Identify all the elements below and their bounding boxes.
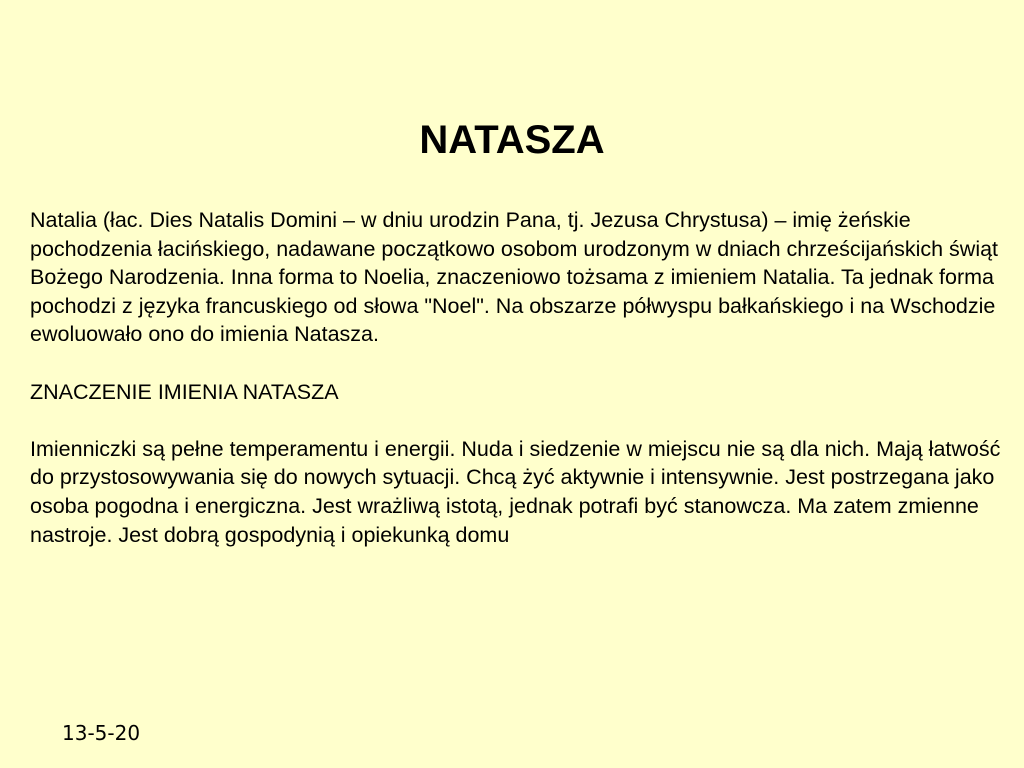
paragraph-meaning: Imienniczki są pełne temperamentu i energii. Nuda i siedzenie w miejscu nie są dla nich. Mają łatwość do przystosowywania się do nowych sytuacji. Chcą żyć aktywnie i intensywnie. Jest postrzegana jako osoba pogodna i energiczna. Jest wrażliwą istotą, jednak potrafi być stanowcza. Ma zatem zmienne nastroje. Jest dobrą gospodynią i opiekunką domu [30, 436, 1001, 547]
paragraph-etymology: Natalia (łac. Dies Natalis Domini – w dniu urodzin Pana, tj. Jezusa Chrystusa) – imię żeńskie pochodzenia łacińskiego, nadawane początkowo osobom urodzonym w dniach chrześcijańskich świąt Bożego Narodzenia. Inna forma to Noelia, znaczeniowo tożsama z imieniem Natalia. Ta jednak forma pochodzi z języka francuskiego od słowa "Noel". Na obszarze półwyspu bałkańskiego i na Wschodzie ewoluowało ono do imienia Natasza. [30, 208, 999, 347]
paragraph-spacer [30, 349, 1005, 378]
slide-title: NATASZA [419, 118, 605, 162]
slide-body [30, 206, 1005, 549]
slide-date: 13-5-20 [62, 721, 141, 745]
section-heading: ZNACZENIE IMIENIA NATASZA [30, 379, 339, 404]
paragraph-spacer [30, 406, 1005, 435]
